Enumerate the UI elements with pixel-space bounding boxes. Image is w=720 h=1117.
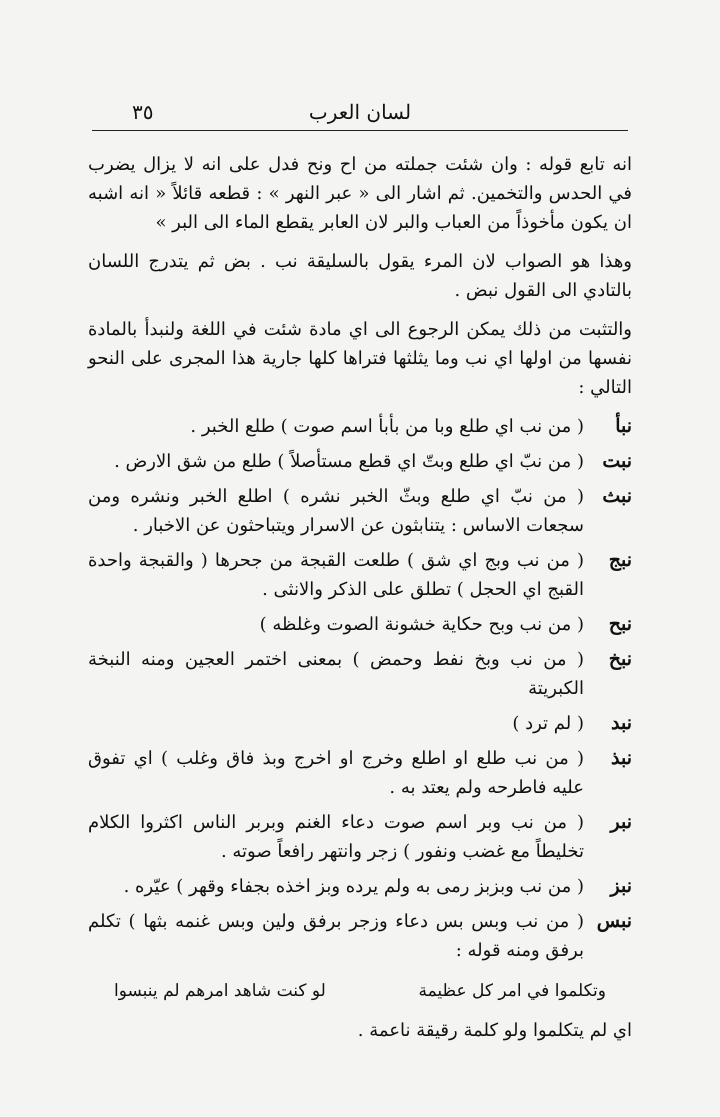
entry-headword: نبخ [608,648,632,670]
entry-definition: ( من نب وبزبز رمى به ولم يرده وبز اخذه بجفاء وقهر ) عيّره . [123,876,584,897]
entry-headword: نبت [602,450,632,472]
dictionary-entry [88,546,632,604]
entry-definition: ( من نب وبر اسم صوت دعاء الغنم وبربر الناس اكثروا الكلام تخليطاً مع غضب ونفور ) زجر وانتهر رافعاً صوته . [88,812,584,862]
entry-definition: ( من نب وبج اي شق ) طلعت القبجة من جحرها ( والقبجة واحدة القبج اي الحجل ) تطلق على الذكر والانثى . [88,550,584,600]
page-body [88,150,632,1097]
entry-headword: نبذ [611,747,632,769]
dictionary-entry [88,482,632,540]
entry-headword: نبس [596,910,632,932]
entry-headword: نبر [610,811,632,833]
entry-headword: نبث [602,485,632,507]
entry-headword: نبح [608,613,632,635]
poem-first-hemistich: وتكلموا في امر كل عظيمة [418,981,606,1001]
dictionary-entry [88,610,632,639]
dictionary-entry [88,412,632,441]
dictionary-entry [88,744,632,802]
dictionary-entry [88,447,632,476]
entry-definition: ( من نب وبح حكاية خشونة الصوت وغلظه ) [259,614,584,635]
entry-definition: ( لم ترد ) [512,713,584,734]
closing-line: اي لم يتكلموا ولو كلمة رقيقة ناعمة . [357,1020,632,1041]
entry-definition: ( من نب اي طلع وبا من بأبأ اسم صوت ) طلع الخبر . [190,416,584,437]
paragraph: وهذا هو الصواب لان المرء يقول بالسليقة نب . بض ثم يتدرج اللسان بالتادي الى القول نبض . [88,251,632,301]
entry-headword: نبأ [615,415,632,437]
dictionary-entry [88,872,632,901]
page-number: ٣٥ [132,100,154,124]
running-title: لسان العرب [308,100,412,124]
entry-definition: ( من نبّ اي طلع وبتّ اي قطع مستأصلاً ) طلع من شق الارض . [114,451,584,472]
entry-headword: نبد [611,712,632,734]
paragraph: والتثبت من ذلك يمكن الرجوع الى اي مادة شئت في اللغة ولنبدأ بالمادة نفسها من اولها اي نب وما يثلثها فتراها كلها جارية هذا المجرى على النحو التالي : [88,319,632,398]
entry-definition: ( من نب طلع او اطلع وخرج او اخرج وبذ فاق وغلب ) اي تفوق عليه فاطرحه ولم يعتد به . [88,748,584,798]
poem-verse [114,977,606,1006]
entry-headword: نبج [608,549,632,571]
dictionary-entry [88,907,632,965]
entry-definition: ( من نب وبس بس دعاء وزجر برفق ولين وبس غنمه بثها ) تكلم برفق ومنه قوله : [88,911,584,961]
entry-definition: ( من نب وبخ نفط وحمض ) بمعنى اختمر العجين ومنه النبخة الكبريتة [88,649,584,699]
paragraph: انه تابع قوله : وان شئت جملته من اح ونح فدل على انه لا يزال يضرب في الحدس والتخمين. ثم اشار الى « عبر النهر » : قطعه قائلاً « انه اشبه ان يكون مأخوذاً من العباب والبر لان العابر يقطع الماء الى البر » [88,154,632,233]
entry-headword: نبز [610,875,632,897]
dictionary-entry [88,645,632,703]
dictionary-entry [88,808,632,866]
running-header [92,90,628,131]
poem-second-hemistich: لو كنت شاهد امرهم لم ينبسوا [114,981,326,1001]
entry-definition: ( من نبّ اي طلع وبثّ الخبر نشره ) اطلع الخبر ونشره ومن سجعات الاساس : يتنابثون عن الاسرار ويتباحثون عن الاخبار . [88,486,584,536]
dictionary-entry [88,709,632,738]
